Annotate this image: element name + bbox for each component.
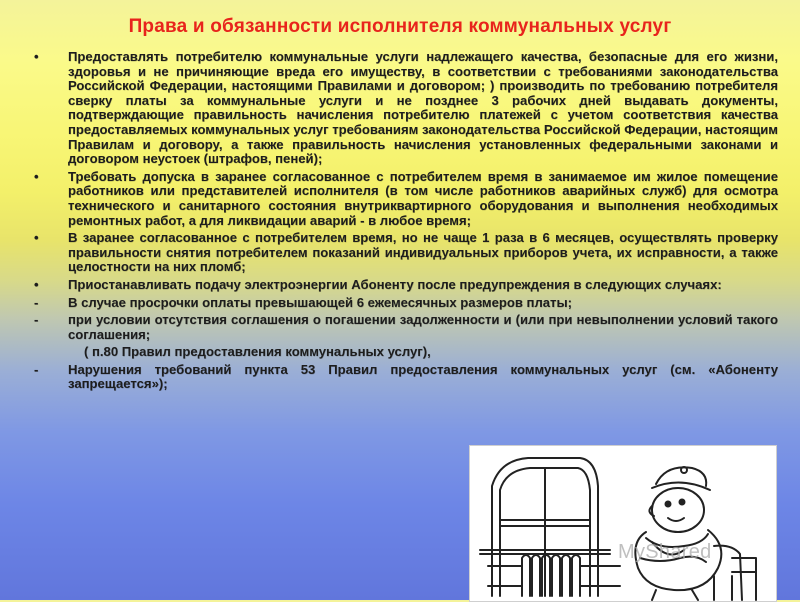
list-item-text: В заранее согласованное с потребителем время, но не чаще 1 раза в 6 месяцев, осуществлять проверку правильности снятия потребителем показаний индивидуальных приборов учета, их исправности, а также целостности на них пломб; [68,230,778,275]
slide-title: Права и обязанности исполнителя коммунальных услуг [128,16,672,37]
list-item-text: Приостанавливать подачу электроэнергии Абоненту после предупреждения в следующих случаях: [68,276,722,292]
bullet-marker: • [34,49,39,64]
radiator [488,555,620,596]
list-item [32,50,778,167]
cold-man-radiator-illustration [469,445,777,602]
bullet-list [32,50,778,395]
dash-marker: - [34,294,39,310]
watermark-text: MyShared [618,541,712,563]
list-item [32,170,778,228]
list-item-note [32,345,778,360]
list-item-text: В случае просрочки оплаты превышающей 6 ежемесячных размеров платы; [68,294,573,310]
list-item-text: Предоставлять потребителю коммунальные услуги надлежащего качества, безопасные для его жизни, здоровья и не причиняющие вреда его имуществу, в соответствии с требованиями законодательства Российской Федерации, настоящими Правилами и договором; ) производить по требованию потребителя сверку платы за коммунальные услуги и не позднее 3 рабочих дней выдавать документы, подтверждающие правильность начисления потребителю платежей с учетом соответствия качества предоставляемых коммунальных услуг требованиям законодательства Российской Федерации, настоящим Правилам и договору, а также правильность начисления установленных федеральными законами и договором неустоек (штрафов, пеней); [68,49,778,167]
bullet-marker: • [34,230,39,246]
cold-man [635,467,756,600]
list-item [32,296,778,311]
list-item [32,313,778,342]
list-item [32,363,778,392]
list-item-text: Требовать допуска в заранее согласованное с потребителем время в занимаемое им жилое помещение работников или представителей исполнителя (в том числе работников аварийных служб) для осмотра технического и санитарного состояния внутриквартирного оборудования и выполнения необходимых ремонтных работ, а для ликвидации аварий - в любое время; [68,168,778,228]
bullet-marker: • [34,168,39,184]
list-item-text: ( п.80 Правил предоставления коммунальных услуг), [84,344,431,360]
list-item [32,278,778,293]
list-item-text: Нарушения требований пункта 53 Правил предоставления коммунальных услуг (см. «Абоненту запрещается»); [68,361,778,392]
bullet-marker: • [34,276,39,292]
list-item-text: при условии отсутствия соглашения о погашении задолженности и (или при невыполнении условий такого соглашения; [68,312,778,342]
dash-marker: - [34,361,39,377]
list-item [32,231,778,275]
dash-marker: - [34,312,39,328]
illustration-drawing [470,446,776,601]
